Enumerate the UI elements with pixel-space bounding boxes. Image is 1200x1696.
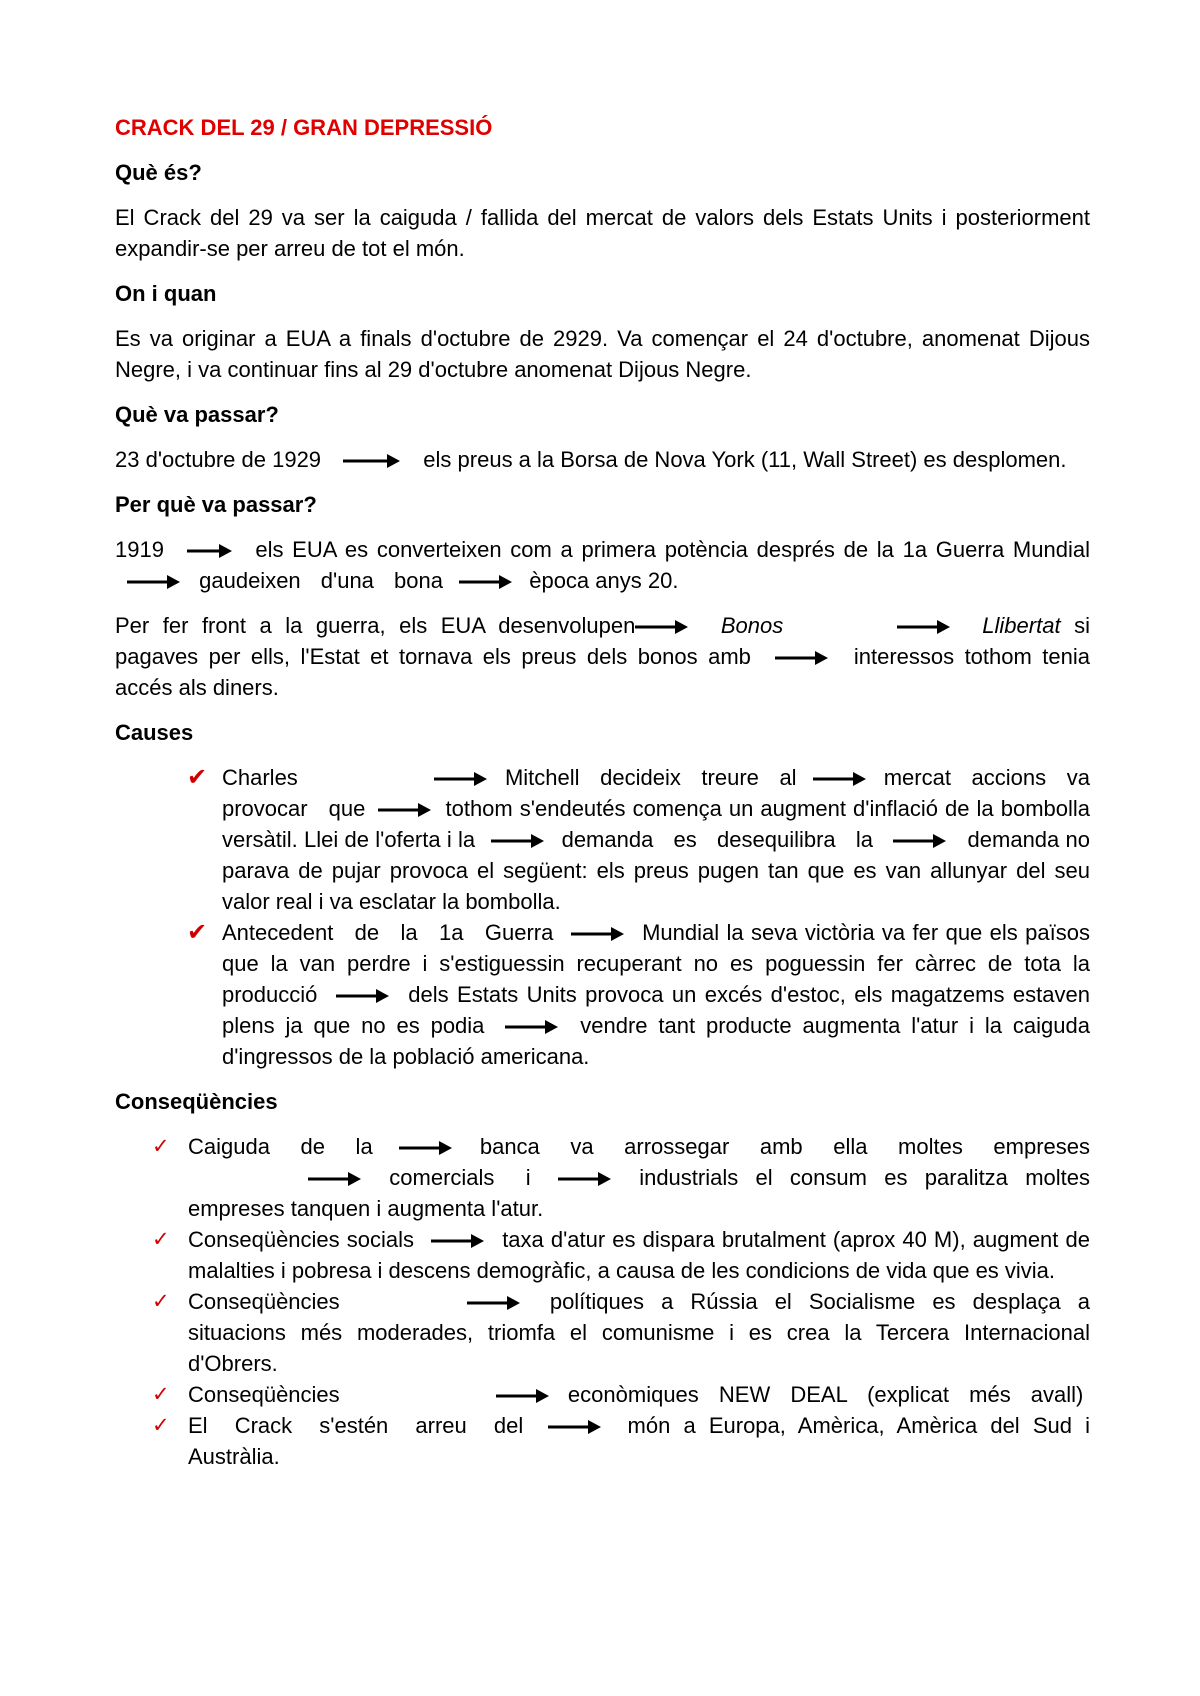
text-banca: banca va arrossegar amb ella moltes empreses <box>479 1134 1090 1159</box>
arrow-icon <box>343 452 401 470</box>
text-potencia: els EUA es converteixen com a primera potència després de la 1a Guerra Mundial <box>255 537 1090 562</box>
heading-consequencies: Conseqüències <box>115 1089 278 1114</box>
causes-list <box>115 762 1090 1072</box>
paragraph-que-es: El Crack del 29 va ser la caiguda / fallida del mercat de valors dels Estats Units i posteriorment expandir-se per arreu de tot el món. <box>115 205 1090 261</box>
text-consequencies-politiques: Conseqüències <box>188 1289 340 1314</box>
text-comercials: comercials i <box>389 1165 531 1190</box>
checkmark-icon: ✔ <box>187 919 208 946</box>
document-body <box>115 112 1090 1486</box>
text-borsa: els preus a la Borsa de Nova York (11, Wall Street) es desplomen. <box>423 447 1067 472</box>
text-industrials: industrials el consum es paralitza moltes empreses tanquen i augmenta l'atur. <box>188 1165 1091 1221</box>
checkmark-icon: ✔ <box>187 764 208 791</box>
paragraph-on-i-quan: Es va originar a EUA a finals d'octubre de 2929. Va començar el 24 d'octubre, anomenat Dijous Negre, i va continuar fins al 29 d'octubre anomenat Dijous Negre. <box>115 326 1090 382</box>
arrow-icon <box>187 542 233 560</box>
paragraph-que-va-passar <box>115 444 1090 475</box>
text-pagaves: si pagaves per ells, l'Estat et tornava els preus dels bonos amb <box>115 613 1090 669</box>
list-item <box>115 1131 1090 1224</box>
arrow-icon <box>431 1232 485 1250</box>
text-bombolla: demanda no parava de pujar provoca el següent: els preus pugen tan que es van allunyar del seu valor real i va esclatar la bombolla. <box>222 827 1090 914</box>
arrow-icon <box>897 618 951 636</box>
text-taxa-atur: taxa d'atur es dispara brutalment (aprox 40 M), augment de malalties i pobresa i descens demogràfic, a causa de les condicions de vida que es vivia. <box>188 1227 1090 1283</box>
arrow-icon <box>775 649 829 667</box>
arrow-icon <box>635 618 689 636</box>
arrow-icon <box>496 1387 550 1405</box>
arrow-icon <box>434 770 488 788</box>
text-consequencies-socials: Conseqüències socials <box>188 1227 414 1252</box>
checkmark-icon: ✓ <box>152 1383 170 1406</box>
arrow-icon <box>467 1294 521 1312</box>
heading-causes: Causes <box>115 720 194 745</box>
text-antecedent: Antecedent de la 1a Guerra <box>222 920 554 945</box>
list-item <box>115 917 1090 1072</box>
checkmark-icon: ✓ <box>152 1135 170 1158</box>
arrow-icon <box>571 925 625 943</box>
arrow-icon <box>548 1418 602 1436</box>
text-charles: Charles <box>222 765 298 790</box>
heading-que-es: Què és? <box>115 160 202 185</box>
text-mitchell: Mitchell decideix treure al <box>504 765 797 790</box>
text-guerra: Per fer front a la guerra, els EUA desenvolupen <box>115 613 636 638</box>
arrow-icon <box>459 573 513 591</box>
text-mercat-accions: mercat accions va provocar que <box>222 765 1090 821</box>
arrow-icon <box>378 801 432 819</box>
heading-que-va-passar: Què va passar? <box>115 402 279 427</box>
consequences-list <box>115 1131 1090 1472</box>
paragraph-bonos <box>115 610 1090 703</box>
text-bonos: Bonos <box>720 613 784 638</box>
text-interessos: interessos tothom tenia accés als diners. <box>115 644 1090 700</box>
checkmark-icon: ✓ <box>152 1228 170 1251</box>
text-demanda: demanda es desequilibra la <box>561 827 874 852</box>
text-estoc: dels Estats Units provoca un excés d'estoc, els magatzems estaven plens ja que no es podia <box>222 982 1090 1038</box>
text-vendre: vendre tant producte augmenta l'atur i la caiguda d'ingressos de la població americana. <box>222 1013 1090 1069</box>
arrow-icon <box>505 1018 559 1036</box>
arrow-icon <box>308 1170 362 1188</box>
arrow-icon <box>558 1170 612 1188</box>
text-1919: 1919 <box>115 537 164 562</box>
checkmark-icon: ✓ <box>152 1290 170 1313</box>
text-politiques: polítiques a Rússia el Socialisme es desplaça a situacions més moderades, triomfa el comunisme i es crea la Tercera Internacional d'Obrers. <box>188 1289 1090 1376</box>
text-crack-esten: El Crack s'estén arreu del <box>188 1413 524 1438</box>
arrow-icon <box>491 832 545 850</box>
list-item <box>115 762 1090 917</box>
text-new-deal: econòmiques NEW DEAL (explicat més avall) <box>567 1382 1084 1407</box>
heading-on-i-quan: On i quan <box>115 281 217 306</box>
list-item <box>115 1224 1090 1286</box>
text-date: 23 d'octubre de 1929 <box>115 447 322 472</box>
list-item <box>115 1379 1090 1410</box>
paragraph-1919 <box>115 534 1090 596</box>
text-endeutes: tothom s'endeutés comença un augment d'inflació de la bombolla versàtil. Llei de l'oferta i la <box>222 796 1090 852</box>
text-caiguda: Caiguda de la <box>188 1134 373 1159</box>
list-item <box>115 1286 1090 1379</box>
checkmark-icon: ✓ <box>152 1414 170 1437</box>
text-epoca: època anys 20. <box>529 568 679 593</box>
text-mundial: Mundial la seva victòria va fer que els països que la van perdre i s'estiguessin recuperant no es poguessin fer càrrec de tota la producció <box>222 920 1090 1007</box>
list-item <box>115 1410 1090 1472</box>
text-consequencies-economiques: Conseqüències <box>188 1382 340 1407</box>
text-gaudeixen: gaudeixen d'una bona <box>199 568 443 593</box>
document-title: CRACK DEL 29 / GRAN DEPRESSIÓ <box>115 115 493 140</box>
heading-per-que: Per què va passar? <box>115 492 317 517</box>
text-mon: món a Europa, Amèrica, Amèrica del Sud i Austràlia. <box>188 1413 1090 1469</box>
arrow-icon <box>127 573 181 591</box>
arrow-icon <box>336 987 390 1005</box>
arrow-icon <box>813 770 867 788</box>
text-llibertat: Llibertat <box>982 613 1061 638</box>
arrow-icon <box>893 832 947 850</box>
arrow-icon <box>399 1139 453 1157</box>
